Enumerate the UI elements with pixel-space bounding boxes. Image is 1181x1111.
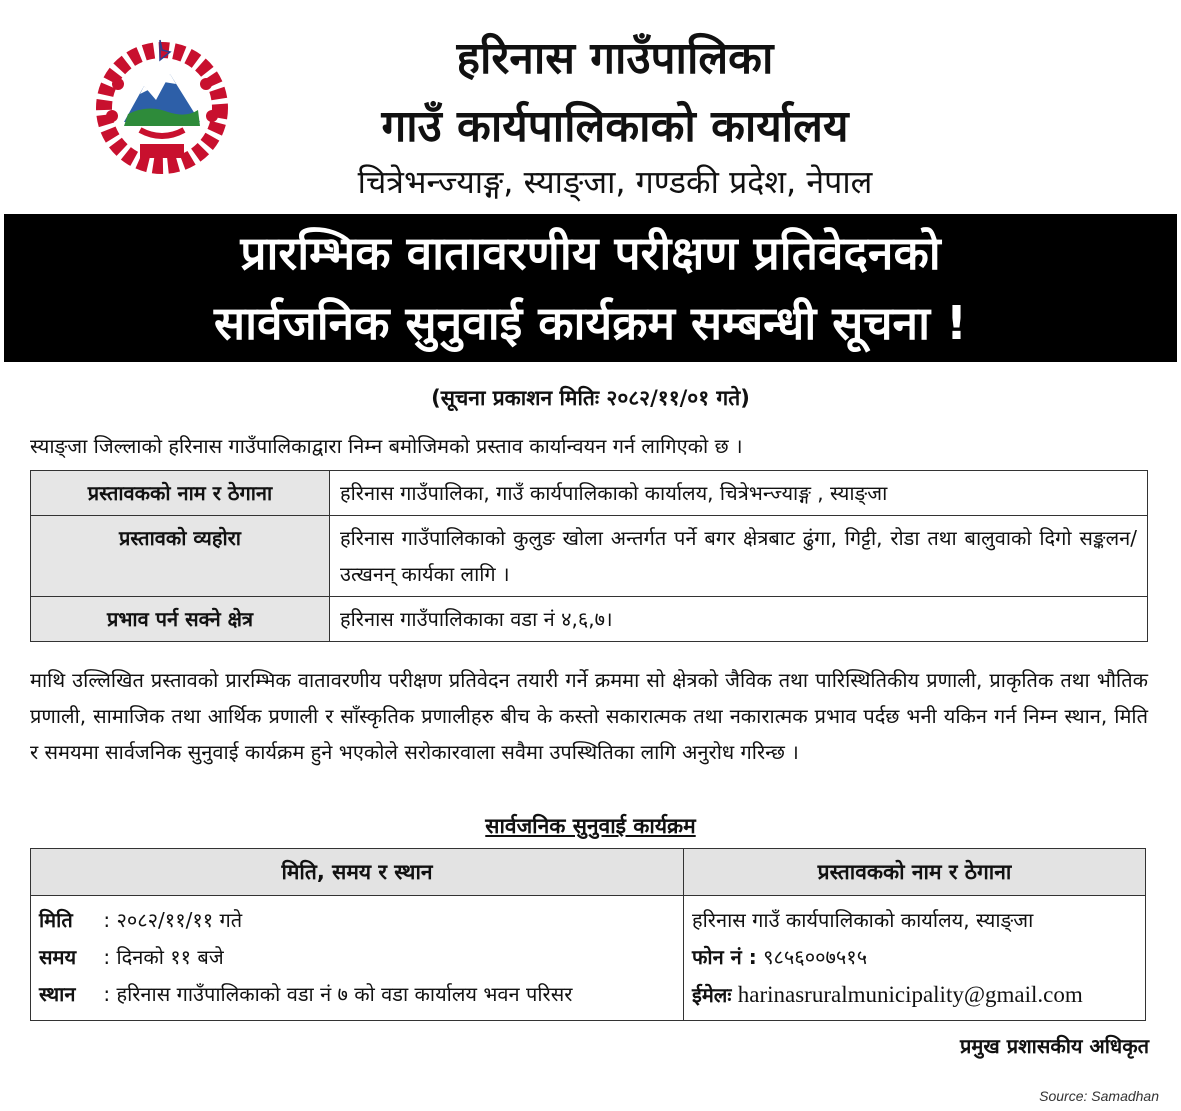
- proposer-contact-cell: [684, 896, 1146, 1021]
- hearing-time-line: [39, 939, 675, 976]
- proposer-label: प्रस्तावकको नाम र ठेगाना: [31, 471, 330, 516]
- hearing-details-cell: [31, 896, 684, 1021]
- place-value: : हरिनास गाउँपालिकाको वडा नं ७ को वडा कार्यालय भवन परिसर: [103, 982, 573, 1006]
- office-address: चित्रेभन्ज्याङ्ग, स्याङ्जा, गण्डकी प्रदेश, नेपाल: [357, 163, 873, 201]
- hearing-place-line: [39, 976, 675, 1013]
- phone-line: [692, 939, 1137, 976]
- proposal-subject-label: प्रस्तावको व्यहोरा: [31, 516, 330, 597]
- time-label: समय: [39, 945, 77, 969]
- intro-text: स्याङ्जा जिल्लाको हरिनास गाउँपालिकाद्वारा निम्न बमोजिमको प्रस्ताव कार्यान्वयन गर्न लागिएको छ ।: [30, 434, 743, 458]
- proposal-subject-value: हरिनास गाउँपालिकाको कुलुङ खोला अन्तर्गत पर्ने बगर क्षेत्रबाट ढुंगा, गिट्टी, रोडा तथा बालुवाको दिगो सङ्कलन/उत्खनन् कार्यका लागि ।: [330, 516, 1148, 597]
- notice-paragraph: माथि उल्लिखित प्रस्तावको प्रारम्भिक वातावरणीय परीक्षण प्रतिवेदन तयारी गर्ने क्रममा सो क्षेत्रको जैविक तथा पारिस्थितिकीय प्रणाली, प्राकृतिक तथा भौतिक प्रणाली, सामाजिक तथा आर्थिक प्रणाली र साँस्कृतिक प्रणालीहरु बीच के कस्तो सकारात्मक तथा नकारात्मक प्रभाव पर्दछ भनी यकिन गर्न निम्न स्थान, मिति र समयमा सार्वजनिक सुनुवाई कार्यक्रम हुने भएकोले सरोकारवाला सवैमा उपस्थितिका लागि अनुरोध गरिन्छ ।: [30, 668, 1148, 764]
- table-header-row: [31, 849, 1146, 896]
- hearing-col-when-where: मिति, समय र स्थान: [31, 849, 684, 896]
- table-row: [31, 471, 1148, 516]
- hearing-date-line: [39, 902, 675, 939]
- proposer-value: हरिनास गाउँपालिका, गाउँ कार्यपालिकाको कार्यालय, चित्रेभन्ज्याङ्ग , स्याङ्जा: [330, 471, 1148, 516]
- nepal-government-emblem-icon: [78, 34, 246, 176]
- hearing-heading: [0, 812, 1181, 840]
- notice-title-line-2: सार्वजनिक सुनुवाई कार्यक्रम सम्बन्धी सूचना !: [213, 296, 967, 350]
- hearing-col-proposer: प्रस्तावकको नाम र ठेगाना: [684, 849, 1146, 896]
- phone-label: फोन नं :: [692, 945, 757, 969]
- email-label: ईमेलः: [692, 983, 732, 1007]
- proposal-table: [30, 470, 1148, 642]
- place-label: स्थान: [39, 982, 76, 1006]
- date-value: : २०८२/११/११ गते: [103, 908, 243, 932]
- affected-area-label: प्रभाव पर्न सक्ने क्षेत्र: [31, 597, 330, 642]
- time-value: : दिनको ११ बजे: [103, 945, 224, 969]
- office-name: गाउँ कार्यपालिकाको कार्यालय: [381, 101, 849, 152]
- email-value[interactable]: harinasruralmunicipality@gmail.com: [737, 982, 1083, 1007]
- source-credit: Source: Samadhan: [1039, 1088, 1159, 1104]
- hearing-heading-text: सार्वजनिक सुनुवाई कार्यक्रम: [485, 814, 696, 838]
- signature-title: प्रमुख प्रशासकीय अधिकृत: [960, 1034, 1149, 1058]
- proposer-office: हरिनास गाउँ कार्यपालिकाको कार्यालय, स्याङ्जा: [692, 908, 1034, 932]
- phone-value: ९८५६००७५१५: [763, 945, 868, 969]
- date-label: मिति: [39, 908, 73, 932]
- table-row: [31, 516, 1148, 597]
- publication-date: (सूचना प्रकाशन मितिः २०८२/११/०१ गते): [431, 386, 750, 410]
- table-row: [31, 896, 1146, 1021]
- table-row: [31, 597, 1148, 642]
- hearing-table: [30, 848, 1146, 1021]
- affected-area-value: हरिनास गाउँपालिकाका वडा नं ४,६,७।: [330, 597, 1148, 642]
- municipality-name: हरिनास गाउँपालिका: [456, 33, 774, 84]
- notice-title-line-1: प्रारम्भिक वातावरणीय परीक्षण प्रतिवेदनको: [240, 226, 941, 280]
- notice-title-banner: [4, 214, 1177, 362]
- email-line: [692, 976, 1137, 1014]
